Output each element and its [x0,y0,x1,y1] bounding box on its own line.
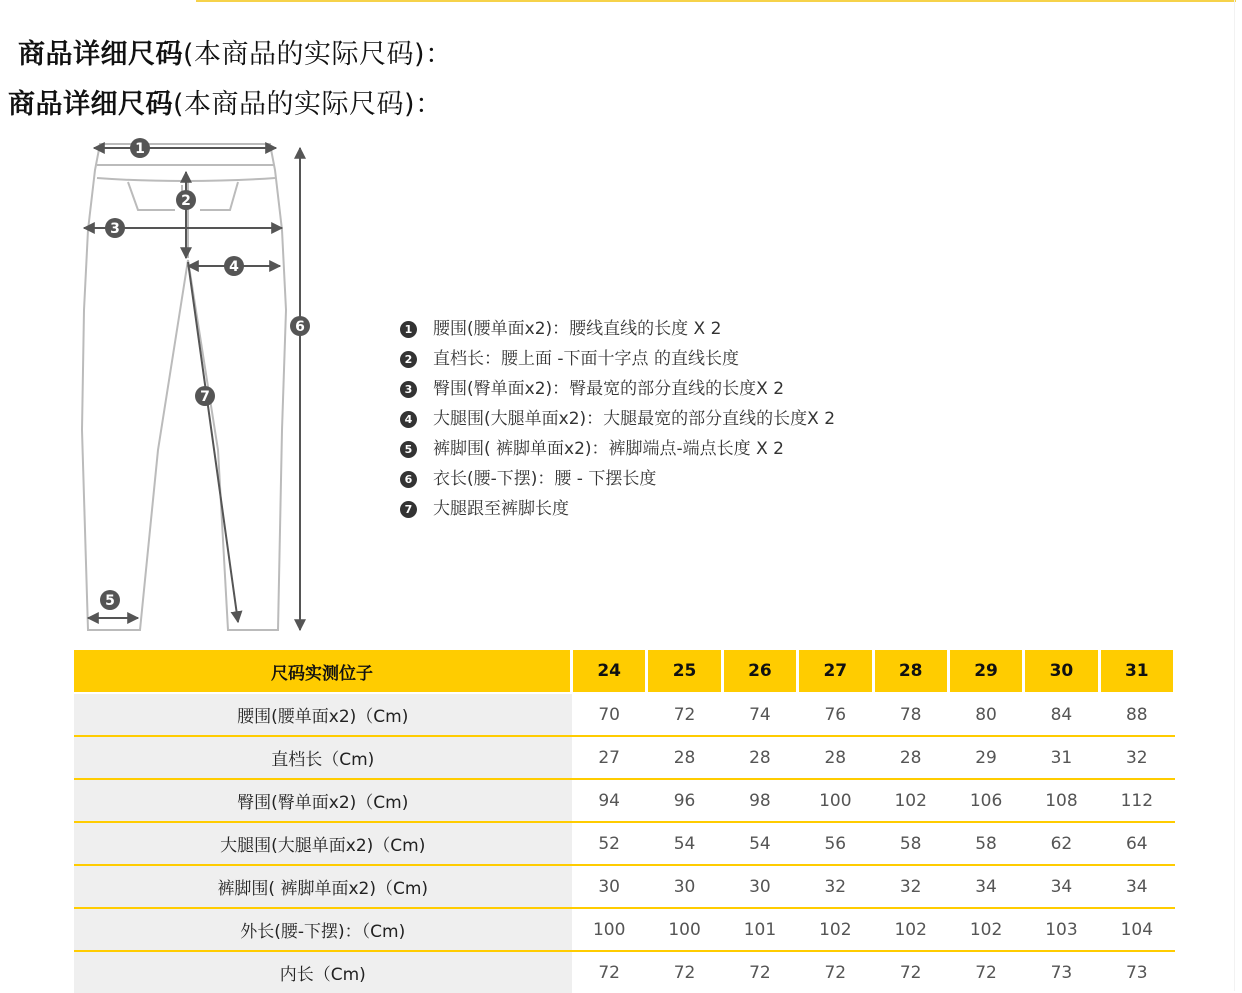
table-cell: 27 [572,736,647,779]
pants-outline [82,144,286,630]
marker-2 [176,190,196,210]
table-row [74,736,1175,779]
size-header: 31 [1099,650,1174,693]
marker-4 [224,256,244,276]
table-row [74,779,1175,822]
table-cell: 28 [798,736,873,779]
table-cell: 28 [873,736,948,779]
header-label: 尺码实测位子 [74,650,572,693]
size-header: 27 [798,650,873,693]
table-cell: 56 [798,822,873,865]
legend-item [400,434,835,464]
table-cell: 54 [647,822,722,865]
legend-item [400,464,835,494]
legend-number: 1 [400,321,417,338]
table-cell: 72 [975,962,997,983]
table-cell: 106 [948,779,1023,822]
table-cell: 102 [948,908,1023,951]
table-row [74,951,1175,993]
row-label: 直档长（Cm) [74,736,572,779]
table-cell: 74 [722,693,797,736]
svg-text:7: 7 [200,389,210,405]
table-cell: 30 [572,865,647,908]
table-cell: 102 [798,908,873,951]
size-header: 29 [948,650,1023,693]
row-label: 外长(腰-下摆)：（Cm) [74,908,572,951]
table-row [74,908,1175,951]
marker-5 [100,590,120,610]
size-header: 28 [873,650,948,693]
table-row [74,693,1175,736]
legend-item [400,344,835,374]
marker-6 [290,316,310,336]
table-cell: 100 [647,908,722,951]
legend-text: 衣长(腰-下摆)：腰 - 下摆长度 [433,469,657,489]
svg-text:1: 1 [135,141,145,157]
table-cell: 72 [749,962,771,983]
table-cell: 31 [1024,736,1099,779]
legend-number: 3 [400,381,417,398]
table-cell: 101 [722,908,797,951]
marker-1 [130,138,150,158]
table-cell: 102 [873,779,948,822]
table-cell: 100 [572,908,647,951]
legend-text: 腰围(腰单面x2)：腰线直线的长度 X 2 [433,319,722,339]
legend-text: 大腿围(大腿单面x2)：大腿最宽的部分直线的长度X 2 [433,409,836,429]
table-cell: 88 [1099,693,1174,736]
table-cell: 78 [873,693,948,736]
table-cell: 28 [647,736,722,779]
legend-number: 4 [400,411,417,428]
legend-item [400,374,835,404]
legend-number: 5 [400,441,417,458]
table-cell: 34 [1024,865,1099,908]
table-cell: 34 [1099,865,1174,908]
table-cell: 32 [1099,736,1174,779]
table-cell: 58 [948,822,1023,865]
table-cell: 98 [722,779,797,822]
page-title-duplicate: 商品详细尺码(本商品的实际尺码)： [8,89,443,120]
svg-text:3: 3 [110,221,120,237]
table-cell: 108 [1024,779,1099,822]
size-header: 30 [1024,650,1099,693]
size-header: 24 [572,650,647,693]
table-cell: 73 [1125,962,1148,983]
table-cell: 72 [899,962,922,983]
legend-item [400,314,835,344]
table-cell: 112 [1099,779,1174,822]
table-cell: 52 [572,822,647,865]
legend-number: 2 [400,351,417,368]
table-cell: 72 [647,693,722,736]
legend-item [400,404,835,434]
table-row [74,822,1175,865]
legend-text: 臀围(臀单面x2)：臀最宽的部分直线的长度X 2 [433,379,785,399]
row-label: 内长（Cm) [74,951,572,993]
svg-text:5: 5 [105,593,115,609]
table-cell: 94 [572,779,647,822]
size-header-row [74,650,1175,693]
size-header: 26 [722,650,797,693]
top-divider [196,0,1236,2]
legend-number: 6 [400,471,417,488]
table-cell: 30 [722,865,797,908]
table-cell: 72 [673,962,696,983]
row-label: 腰围(腰单面x2)（Cm) [74,693,572,736]
legend-text: 大腿跟至裤脚长度 [433,499,569,519]
legend-text: 直档长：腰上面 -下面十字点 的直线长度 [433,349,739,369]
legend-item [400,494,835,524]
marker-3 [105,218,125,238]
table-cell: 102 [873,908,948,951]
table-cell: 70 [572,693,647,736]
table-cell: 96 [647,779,722,822]
table-cell: 58 [873,822,948,865]
table-cell: 28 [722,736,797,779]
marker-7 [195,386,215,406]
size-header: 25 [647,650,722,693]
table-cell: 103 [1024,908,1099,951]
table-cell: 72 [824,962,847,983]
right-divider [1234,0,1235,991]
table-cell: 32 [873,865,948,908]
svg-text:6: 6 [295,319,305,335]
measurement-legend [400,314,835,524]
svg-text:4: 4 [229,259,239,275]
table-cell: 80 [948,693,1023,736]
table-cell: 84 [1024,693,1099,736]
table-cell: 54 [722,822,797,865]
row-label: 臀围(臀单面x2)（Cm) [74,779,572,822]
table-cell: 30 [647,865,722,908]
svg-text:2: 2 [181,193,191,209]
table-row [74,865,1175,908]
table-cell: 100 [798,779,873,822]
legend-text: 裤脚围( 裤脚单面x2)：裤脚端点-端点长度 X 2 [433,439,784,459]
table-cell: 62 [1024,822,1099,865]
row-label: 大腿围(大腿单面x2)（Cm) [74,822,572,865]
pants-measurement-diagram [70,130,330,640]
row-label: 裤脚围( 裤脚单面x2)（Cm) [74,865,572,908]
page-title: 商品详细尺码(本商品的实际尺码)： [18,39,453,70]
size-table [74,650,1176,993]
table-cell: 29 [948,736,1023,779]
table-cell: 32 [798,865,873,908]
table-cell: 34 [948,865,1023,908]
table-cell: 64 [1099,822,1174,865]
legend-number: 7 [400,501,417,518]
table-cell: 73 [1050,962,1073,983]
table-cell: 76 [798,693,873,736]
table-cell: 104 [1099,908,1174,951]
table-cell: 72 [598,962,620,983]
